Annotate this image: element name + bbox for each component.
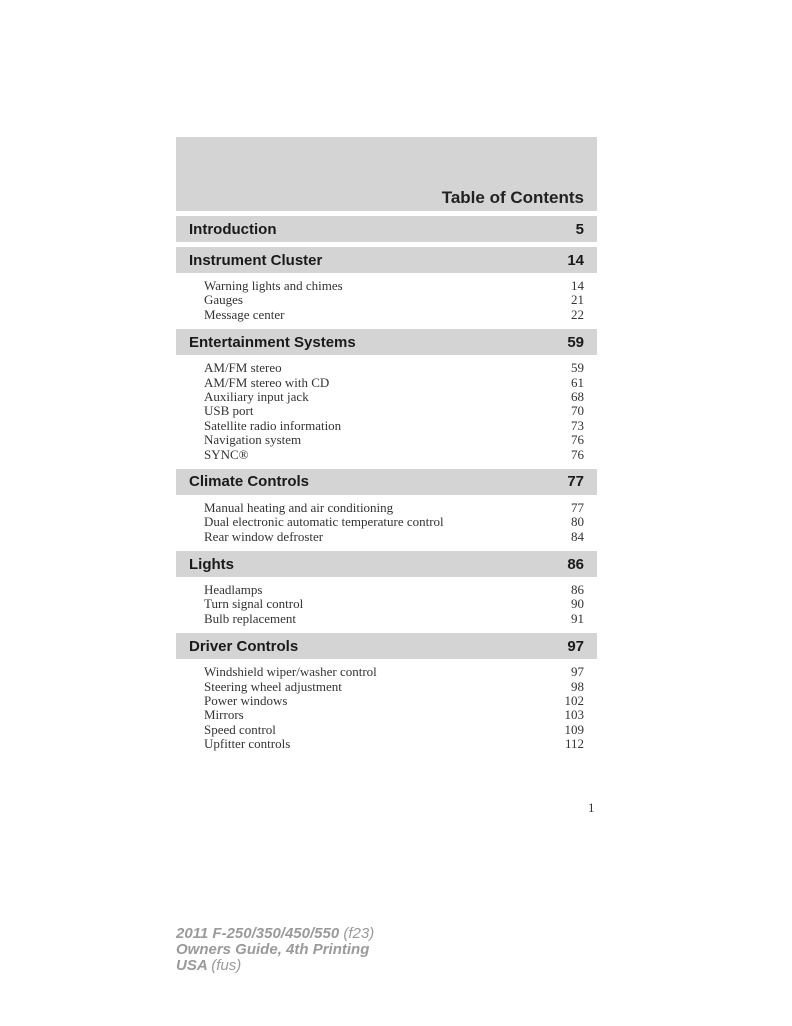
entry-page-number: 103 bbox=[564, 707, 584, 723]
entry-label: Message center bbox=[204, 306, 285, 322]
toc-section bbox=[176, 247, 597, 324]
page-number: 1 bbox=[588, 800, 595, 815]
section-page-number: 97 bbox=[567, 637, 584, 655]
section-title: Driver Controls bbox=[189, 637, 299, 655]
entry-label: Rear window defroster bbox=[204, 528, 324, 544]
entry-label: AM/FM stereo bbox=[204, 360, 282, 376]
toc-entry[interactable] bbox=[176, 530, 597, 544]
entry-label: Windshield wiper/washer control bbox=[204, 664, 377, 680]
entry-page-number: 59 bbox=[571, 360, 584, 376]
toc-entry-list bbox=[176, 273, 597, 324]
toc-entry[interactable] bbox=[176, 376, 597, 390]
entry-page-number: 102 bbox=[564, 693, 584, 709]
footer-line-1 bbox=[176, 926, 374, 942]
entry-page-number: 73 bbox=[571, 417, 584, 433]
entry-label: USB port bbox=[204, 403, 254, 419]
entry-page-number: 98 bbox=[571, 678, 584, 694]
entry-page-number: 112 bbox=[564, 736, 584, 752]
toc-entry-list bbox=[176, 355, 597, 464]
entry-label: Auxiliary input jack bbox=[204, 388, 309, 404]
toc-banner bbox=[176, 137, 597, 211]
section-title: Instrument Cluster bbox=[189, 251, 323, 269]
toc-entry[interactable] bbox=[176, 597, 597, 611]
entry-label: Upfitter controls bbox=[204, 736, 291, 752]
toc-entry[interactable] bbox=[176, 308, 597, 322]
entry-page-number: 109 bbox=[564, 721, 584, 737]
entry-page-number: 68 bbox=[571, 388, 584, 404]
entry-page-number: 14 bbox=[571, 278, 584, 293]
toc-entry[interactable] bbox=[176, 680, 597, 694]
toc-entry[interactable] bbox=[176, 665, 597, 679]
entry-label: Navigation system bbox=[204, 432, 302, 448]
toc-section bbox=[176, 469, 597, 546]
entry-label: Satellite radio information bbox=[204, 417, 342, 433]
section-page-number: 86 bbox=[567, 555, 584, 573]
toc-section-header[interactable] bbox=[176, 469, 597, 495]
toc-section-header[interactable] bbox=[176, 216, 597, 242]
table-of-contents bbox=[176, 137, 597, 754]
toc-entry-list bbox=[176, 495, 597, 546]
section-title: Climate Controls bbox=[189, 473, 310, 491]
entry-page-number: 76 bbox=[571, 446, 584, 462]
entry-label: Warning lights and chimes bbox=[204, 278, 343, 293]
toc-entry[interactable] bbox=[176, 361, 597, 375]
entry-page-number: 77 bbox=[571, 499, 584, 515]
toc-section-header[interactable] bbox=[176, 551, 597, 577]
entry-label: Steering wheel adjustment bbox=[204, 678, 342, 694]
entry-page-number: 21 bbox=[571, 292, 584, 308]
toc-entry[interactable] bbox=[176, 404, 597, 418]
footer-line-3 bbox=[176, 958, 374, 974]
entry-page-number: 97 bbox=[571, 664, 584, 680]
entry-page-number: 90 bbox=[571, 596, 584, 612]
toc-entry[interactable] bbox=[176, 501, 597, 515]
toc-entry[interactable] bbox=[176, 419, 597, 433]
entry-label: Speed control bbox=[204, 721, 276, 737]
entry-page-number: 80 bbox=[571, 514, 584, 530]
entry-page-number: 22 bbox=[571, 306, 584, 322]
entry-label: Dual electronic automatic temperature control bbox=[204, 514, 444, 530]
entry-label: AM/FM stereo with CD bbox=[204, 374, 330, 390]
entry-label: Power windows bbox=[204, 693, 288, 709]
toc-entry-list bbox=[176, 577, 597, 628]
toc-entry[interactable] bbox=[176, 612, 597, 626]
section-page-number: 5 bbox=[575, 220, 584, 238]
entry-label: Mirrors bbox=[204, 707, 244, 723]
toc-section bbox=[176, 633, 597, 753]
section-title: Lights bbox=[189, 555, 234, 573]
toc-entry[interactable] bbox=[176, 583, 597, 597]
toc-entry[interactable] bbox=[176, 694, 597, 708]
toc-entry[interactable] bbox=[176, 390, 597, 404]
section-page-number: 77 bbox=[567, 473, 584, 491]
toc-section bbox=[176, 329, 597, 464]
entry-label: Manual heating and air conditioning bbox=[204, 499, 394, 515]
toc-section-header[interactable] bbox=[176, 633, 597, 659]
toc-section bbox=[176, 216, 597, 242]
section-title: Entertainment Systems bbox=[189, 333, 356, 351]
toc-section-header[interactable] bbox=[176, 247, 597, 273]
footer-model: 2011 F-250/350/450/550 bbox=[176, 925, 340, 942]
toc-entry-list bbox=[176, 659, 597, 753]
footer-model-code: (f23) bbox=[343, 925, 375, 942]
toc-entry[interactable] bbox=[176, 737, 597, 751]
footer-region-code: (fus) bbox=[211, 957, 242, 974]
entry-label: Bulb replacement bbox=[204, 610, 297, 626]
entry-label: Gauges bbox=[204, 292, 243, 308]
entry-page-number: 91 bbox=[571, 610, 584, 626]
toc-section-header[interactable] bbox=[176, 329, 597, 355]
entry-page-number: 84 bbox=[571, 528, 584, 544]
toc-entry[interactable] bbox=[176, 433, 597, 447]
toc-entry[interactable] bbox=[176, 279, 597, 293]
toc-sections bbox=[176, 216, 597, 754]
entry-page-number: 61 bbox=[571, 374, 584, 390]
toc-entry[interactable] bbox=[176, 708, 597, 722]
entry-page-number: 86 bbox=[571, 582, 584, 598]
entry-label: SYNC® bbox=[204, 446, 249, 462]
entry-page-number: 76 bbox=[571, 432, 584, 448]
entry-page-number: 70 bbox=[571, 403, 584, 419]
toc-entry[interactable] bbox=[176, 515, 597, 529]
section-page-number: 59 bbox=[567, 333, 584, 351]
toc-entry[interactable] bbox=[176, 448, 597, 462]
toc-entry[interactable] bbox=[176, 723, 597, 737]
section-title: Introduction bbox=[189, 220, 277, 238]
entry-label: Headlamps bbox=[204, 582, 263, 598]
toc-title: Table of Contents bbox=[441, 188, 584, 207]
entry-label: Turn signal control bbox=[204, 596, 304, 612]
toc-section bbox=[176, 551, 597, 628]
footer-line-2: Owners Guide, 4th Printing bbox=[176, 941, 370, 958]
section-page-number: 14 bbox=[567, 251, 584, 269]
toc-entry[interactable] bbox=[176, 293, 597, 307]
document-footer bbox=[176, 926, 374, 974]
footer-region: USA bbox=[176, 957, 208, 974]
